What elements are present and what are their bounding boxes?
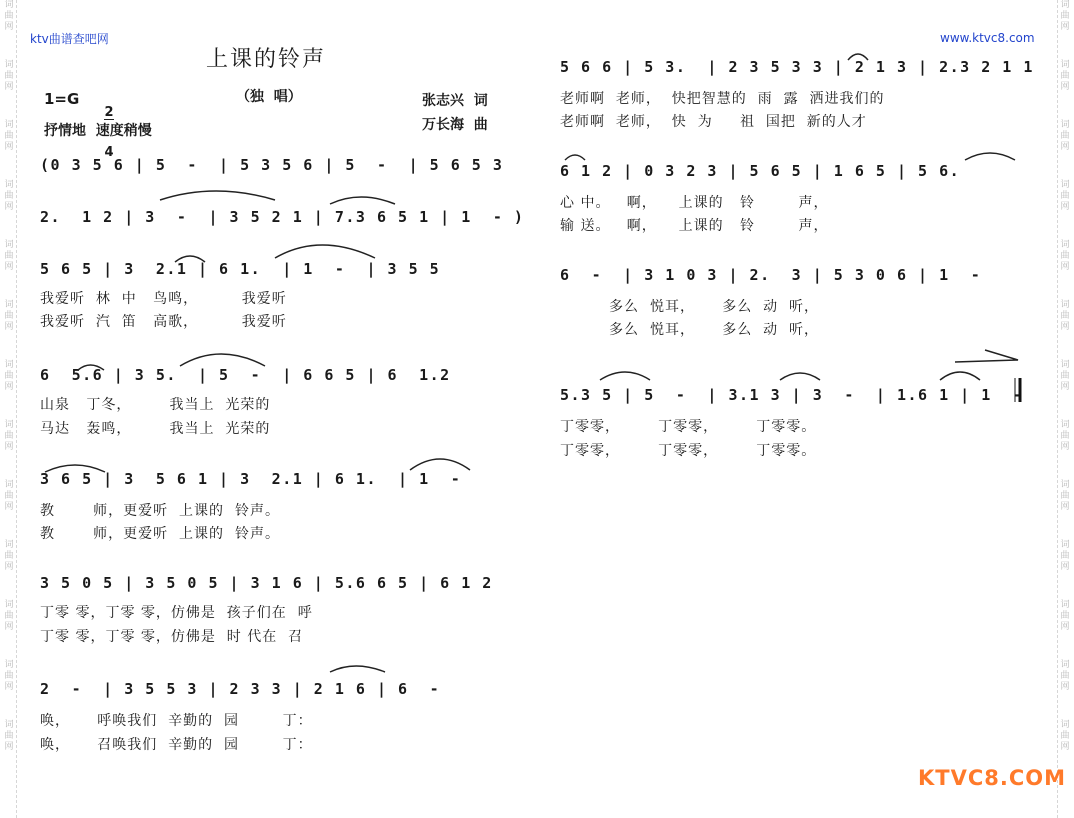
- site-name-top-left[interactable]: ktv曲谱查吧网: [30, 32, 109, 46]
- slur-mark: [965, 153, 1015, 160]
- slur-mark: [175, 256, 205, 262]
- decrescendo-mark: [955, 350, 1018, 362]
- score-line-right-3-lyrics-verse-2: 多么 悦耳， 多么 动 听，: [560, 322, 820, 338]
- score-line-right-4-lyrics-verse-2: 丁零零， 丁零零， 丁零零。: [560, 443, 817, 459]
- site-logo[interactable]: KTVC8.COM: [918, 766, 1067, 790]
- watermark-text: 词 曲 网: [4, 300, 14, 332]
- score-line-right-3-notes: 6 - | 3 1 0 3 | 2. 3 | 5 3 0 6 | 1 -: [560, 266, 982, 284]
- watermark-text: 词 曲 网: [1060, 540, 1070, 572]
- slur-mark: [78, 365, 104, 370]
- score-line-right-2-notes: 6 1 2 | 0 3 2 3 | 5 6 5 | 1 6 5 | 5 6.: [560, 162, 961, 180]
- watermark-text: 词 曲 网: [1060, 600, 1070, 632]
- slur-mark: [275, 245, 375, 258]
- watermark-text: 词 曲 网: [4, 480, 14, 512]
- watermark-text: 词 曲 网: [4, 180, 14, 212]
- watermark-text: 词 曲 网: [1060, 300, 1070, 332]
- watermark-text: 词 曲 网: [4, 420, 14, 452]
- lyricist-credit: 张志兴 词: [422, 93, 488, 109]
- slur-mark: [330, 197, 395, 204]
- watermark-text: 词 曲 网: [1060, 180, 1070, 212]
- watermark-text: 词 曲 网: [1060, 60, 1070, 92]
- watermark-text: 词 曲 网: [4, 120, 14, 152]
- score-line-right-1-notes: 5 6 6 | 5 3. | 2 3 5 3 3 | 2 1 3 | 2.3 2 1 1: [560, 58, 1034, 76]
- score-line-right-4-lyrics-verse-1: 丁零零， 丁零零， 丁零零。: [560, 419, 817, 435]
- score-line-left-4-notes: 6 5.6 | 3 5. | 5 - | 6 6 5 | 6 1.2: [40, 366, 451, 384]
- score-line-left-4-lyrics-verse-1: 山泉 丁冬， 我当上 光荣的: [40, 397, 271, 413]
- score-line-left-5-notes: 3 6 5 | 3 5 6 1 | 3 2.1 | 6 1. | 1 -: [40, 470, 462, 488]
- tempo-marking: 抒情地 速度稍慢: [44, 123, 152, 139]
- score-line-left-3-lyrics-verse-1: 我爱听 林 中 鸟鸣， 我爱听: [40, 291, 287, 307]
- watermark-text: 词 曲 网: [4, 360, 14, 392]
- slur-mark: [330, 666, 385, 672]
- score-line-right-2-lyrics-verse-1: 心 中。 啊， 上课的 铃 声，: [560, 195, 829, 211]
- score-line-right-1-lyrics-verse-1: 老师啊 老师， 快把智慧的 雨 露 洒进我们的: [560, 91, 885, 107]
- slur-mark: [180, 354, 265, 366]
- watermark-text: 词 曲 网: [4, 600, 14, 632]
- score-line-left-7-notes: 2 - | 3 5 5 3 | 2 3 3 | 2 1 6 | 6 -: [40, 680, 441, 698]
- time-signature-bottom: 4: [104, 145, 114, 160]
- slur-mark: [848, 54, 868, 60]
- score-line-left-3-notes: 5 6 5 | 3 2.1 | 6 1. | 1 - | 3 5 5: [40, 260, 441, 278]
- watermark-text: 词 曲 网: [1060, 420, 1070, 452]
- time-signature-top: 2: [104, 105, 114, 120]
- score-line-left-4-lyrics-verse-2: 马达 轰鸣， 我当上 光荣的: [40, 421, 271, 437]
- watermark-text: 词 曲 网: [1060, 240, 1070, 272]
- slur-mark: [565, 155, 585, 160]
- song-title: 上课的铃声: [206, 47, 327, 72]
- watermark-text: 词 曲 网: [4, 720, 14, 752]
- watermark-text: 词 曲 网: [4, 540, 14, 572]
- key-signature: 1=G: [44, 90, 80, 108]
- slur-mark: [160, 191, 275, 200]
- slur-mark: [45, 465, 105, 472]
- watermark-text: 词 曲 网: [1060, 0, 1070, 32]
- score-line-left-7-lyrics-verse-2: 唤， 召唤我们 辛勤的 园 丁：: [40, 737, 313, 753]
- score-line-right-3-lyrics-verse-1: 多么 悦耳， 多么 动 听，: [560, 299, 820, 315]
- watermark-text: 词 曲 网: [1060, 660, 1070, 692]
- watermark-text: 词 曲 网: [1060, 360, 1070, 392]
- score-line-left-6-lyrics-verse-2: 丁零 零，丁零 零，仿佛是 时 代在 召: [40, 629, 304, 645]
- performance-type: （独 唱）: [236, 89, 302, 105]
- watermark-text: 词 曲 网: [4, 60, 14, 92]
- slur-mark: [940, 372, 980, 380]
- score-line-left-5-lyrics-verse-1: 教 师，更爱听 上课的 铃声。: [40, 503, 280, 519]
- slur-mark: [410, 459, 470, 470]
- watermark-text: 词 曲 网: [4, 0, 14, 32]
- watermark-text: 词 曲 网: [1060, 720, 1070, 752]
- score-line-left-2-notes: 2. 1 2 | 3 - | 3 5 2 1 | 7.3 6 5 1 | 1 - ): [40, 208, 525, 226]
- composer-credit: 万长海 曲: [422, 117, 488, 133]
- score-line-right-2-lyrics-verse-2: 输 送。 啊， 上课的 铃 声，: [560, 218, 829, 234]
- score-line-left-6-lyrics-verse-1: 丁零 零，丁零 零，仿佛是 孩子们在 呼: [40, 605, 313, 621]
- score-line-left-3-lyrics-verse-2: 我爱听 汽 笛 高歌， 我爱听: [40, 314, 287, 330]
- score-line-left-6-notes: 3 5 0 5 | 3 5 0 5 | 3 1 6 | 5.6 6 5 | 6 1 2: [40, 574, 493, 592]
- score-line-left-7-lyrics-verse-1: 唤， 呼唤我们 辛勤的 园 丁：: [40, 713, 313, 729]
- watermark-text: 词 曲 网: [1060, 120, 1070, 152]
- watermark-text: 词 曲 网: [4, 660, 14, 692]
- score-line-right-1-lyrics-verse-2: 老师啊 老师， 快 为 祖 国把 新的人才: [560, 114, 867, 130]
- watermark-text: 词 曲 网: [1060, 480, 1070, 512]
- slur-mark: [780, 373, 820, 380]
- score-line-left-5-lyrics-verse-2: 教 师，更爱听 上课的 铃声。: [40, 526, 280, 542]
- slur-mark: [600, 372, 650, 380]
- score-line-right-4-notes: 5.3 5 | 5 - | 3.1 3 | 3 - | 1.6 1 | 1 -: [560, 386, 1024, 404]
- watermark-text: 词 曲 网: [4, 240, 14, 272]
- site-url-top-right[interactable]: www.ktvc8.com: [940, 31, 1035, 45]
- score-line-left-1-notes: (0 3 5 6 | 5 - | 5 3 5 6 | 5 - | 5 6 5 3: [40, 156, 504, 174]
